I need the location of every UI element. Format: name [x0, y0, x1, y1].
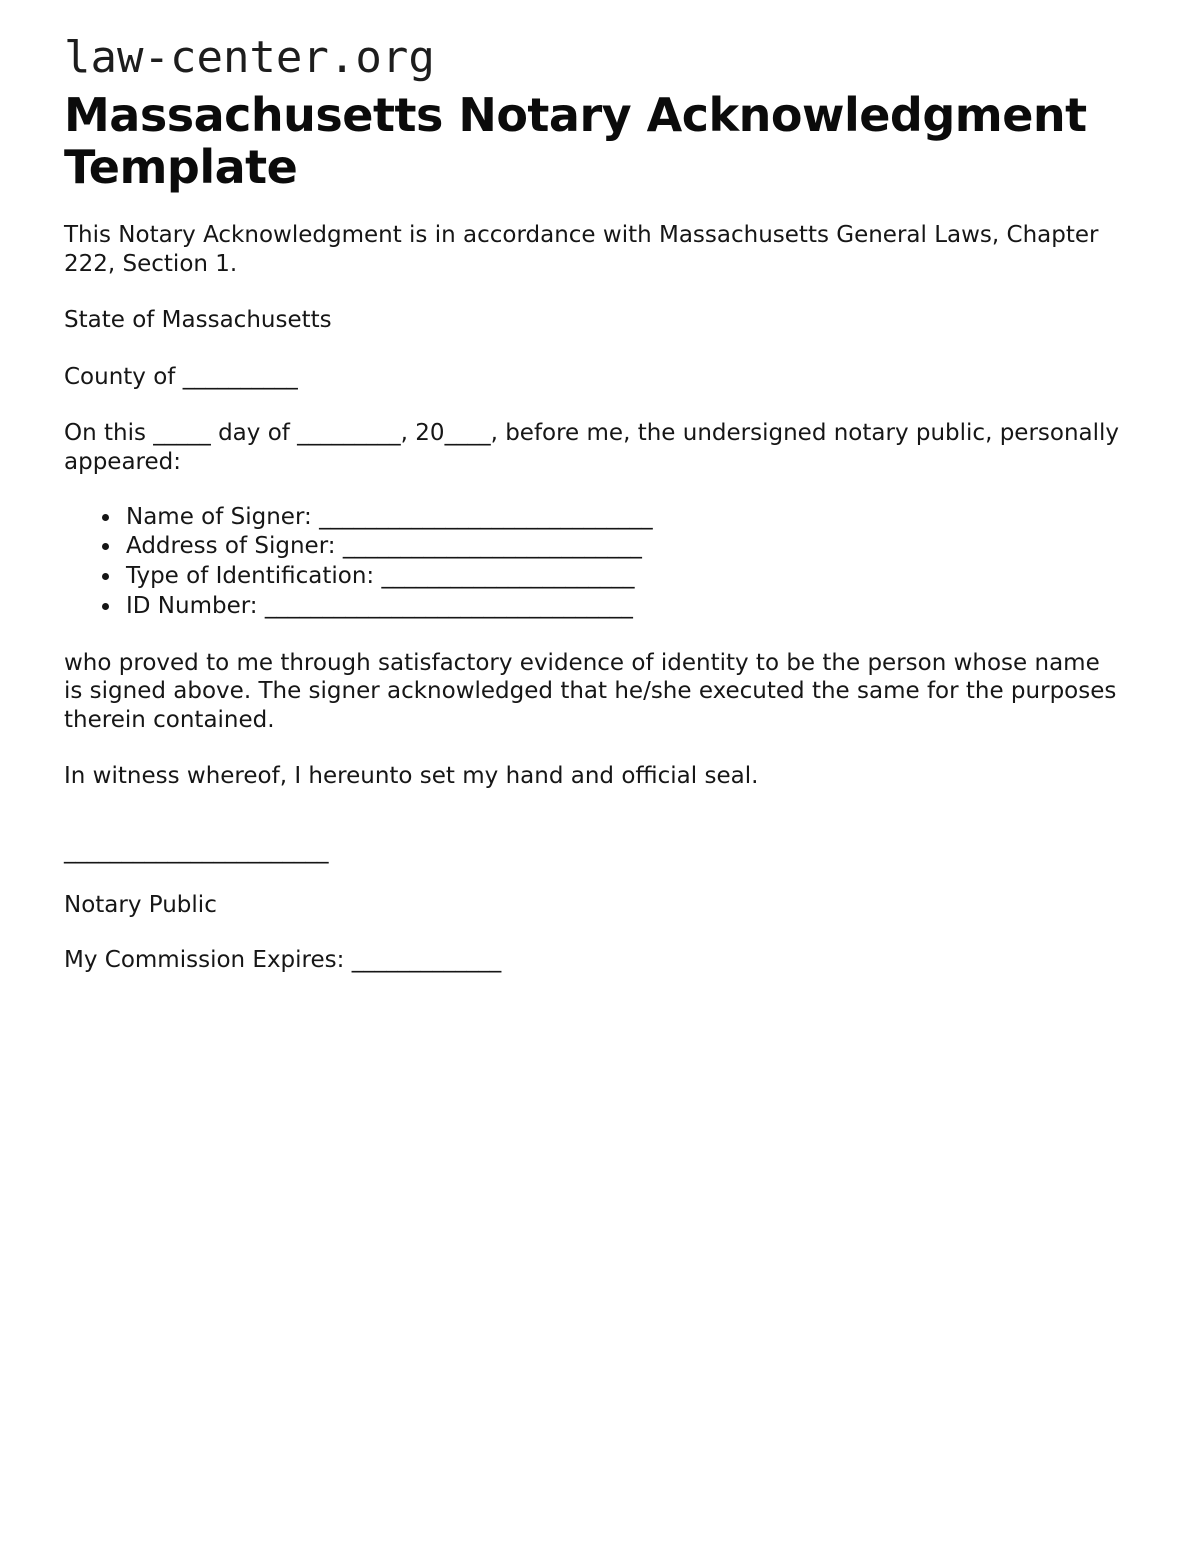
signer-fields-list: [64, 503, 1127, 621]
state-line: State of Massachusetts: [64, 307, 332, 334]
opening-line: On this _____ day of _________, 20____, before me, the undersigned notary public, personally appeared:: [64, 420, 1120, 475]
attestation-paragraph: who proved to me through satisfactory evidence of identity to be the person whose name is signed above. The signer acknowledged that he/she executed the same for the purposes therein contained.: [64, 649, 1117, 733]
page-title: Massachusetts Notary Acknowledgment Template: [64, 88, 1087, 194]
county-line: County of __________: [64, 363, 298, 390]
signer-field-address: • Address of Signer: __________________________: [122, 532, 1127, 561]
commission-expiry-line: My Commission Expires: _____________: [64, 946, 502, 973]
signer-field-id-number: • ID Number: ________________________________: [122, 592, 1127, 621]
signer-field-name: • Name of Signer: _____________________________: [122, 503, 1127, 532]
notary-signature-line: _______________________: [64, 837, 329, 864]
intro-paragraph: This Notary Acknowledgment is in accordance with Massachusetts General Laws, Chapter 222, Section 1.: [64, 222, 1099, 277]
signer-field-identification-type: • Type of Identification: ______________________: [122, 562, 1127, 591]
site-logo: law-center.org: [64, 32, 435, 83]
witness-line: In witness whereof, I hereunto set my hand and official seal.: [64, 763, 759, 790]
notary-public-label: Notary Public: [64, 892, 217, 919]
